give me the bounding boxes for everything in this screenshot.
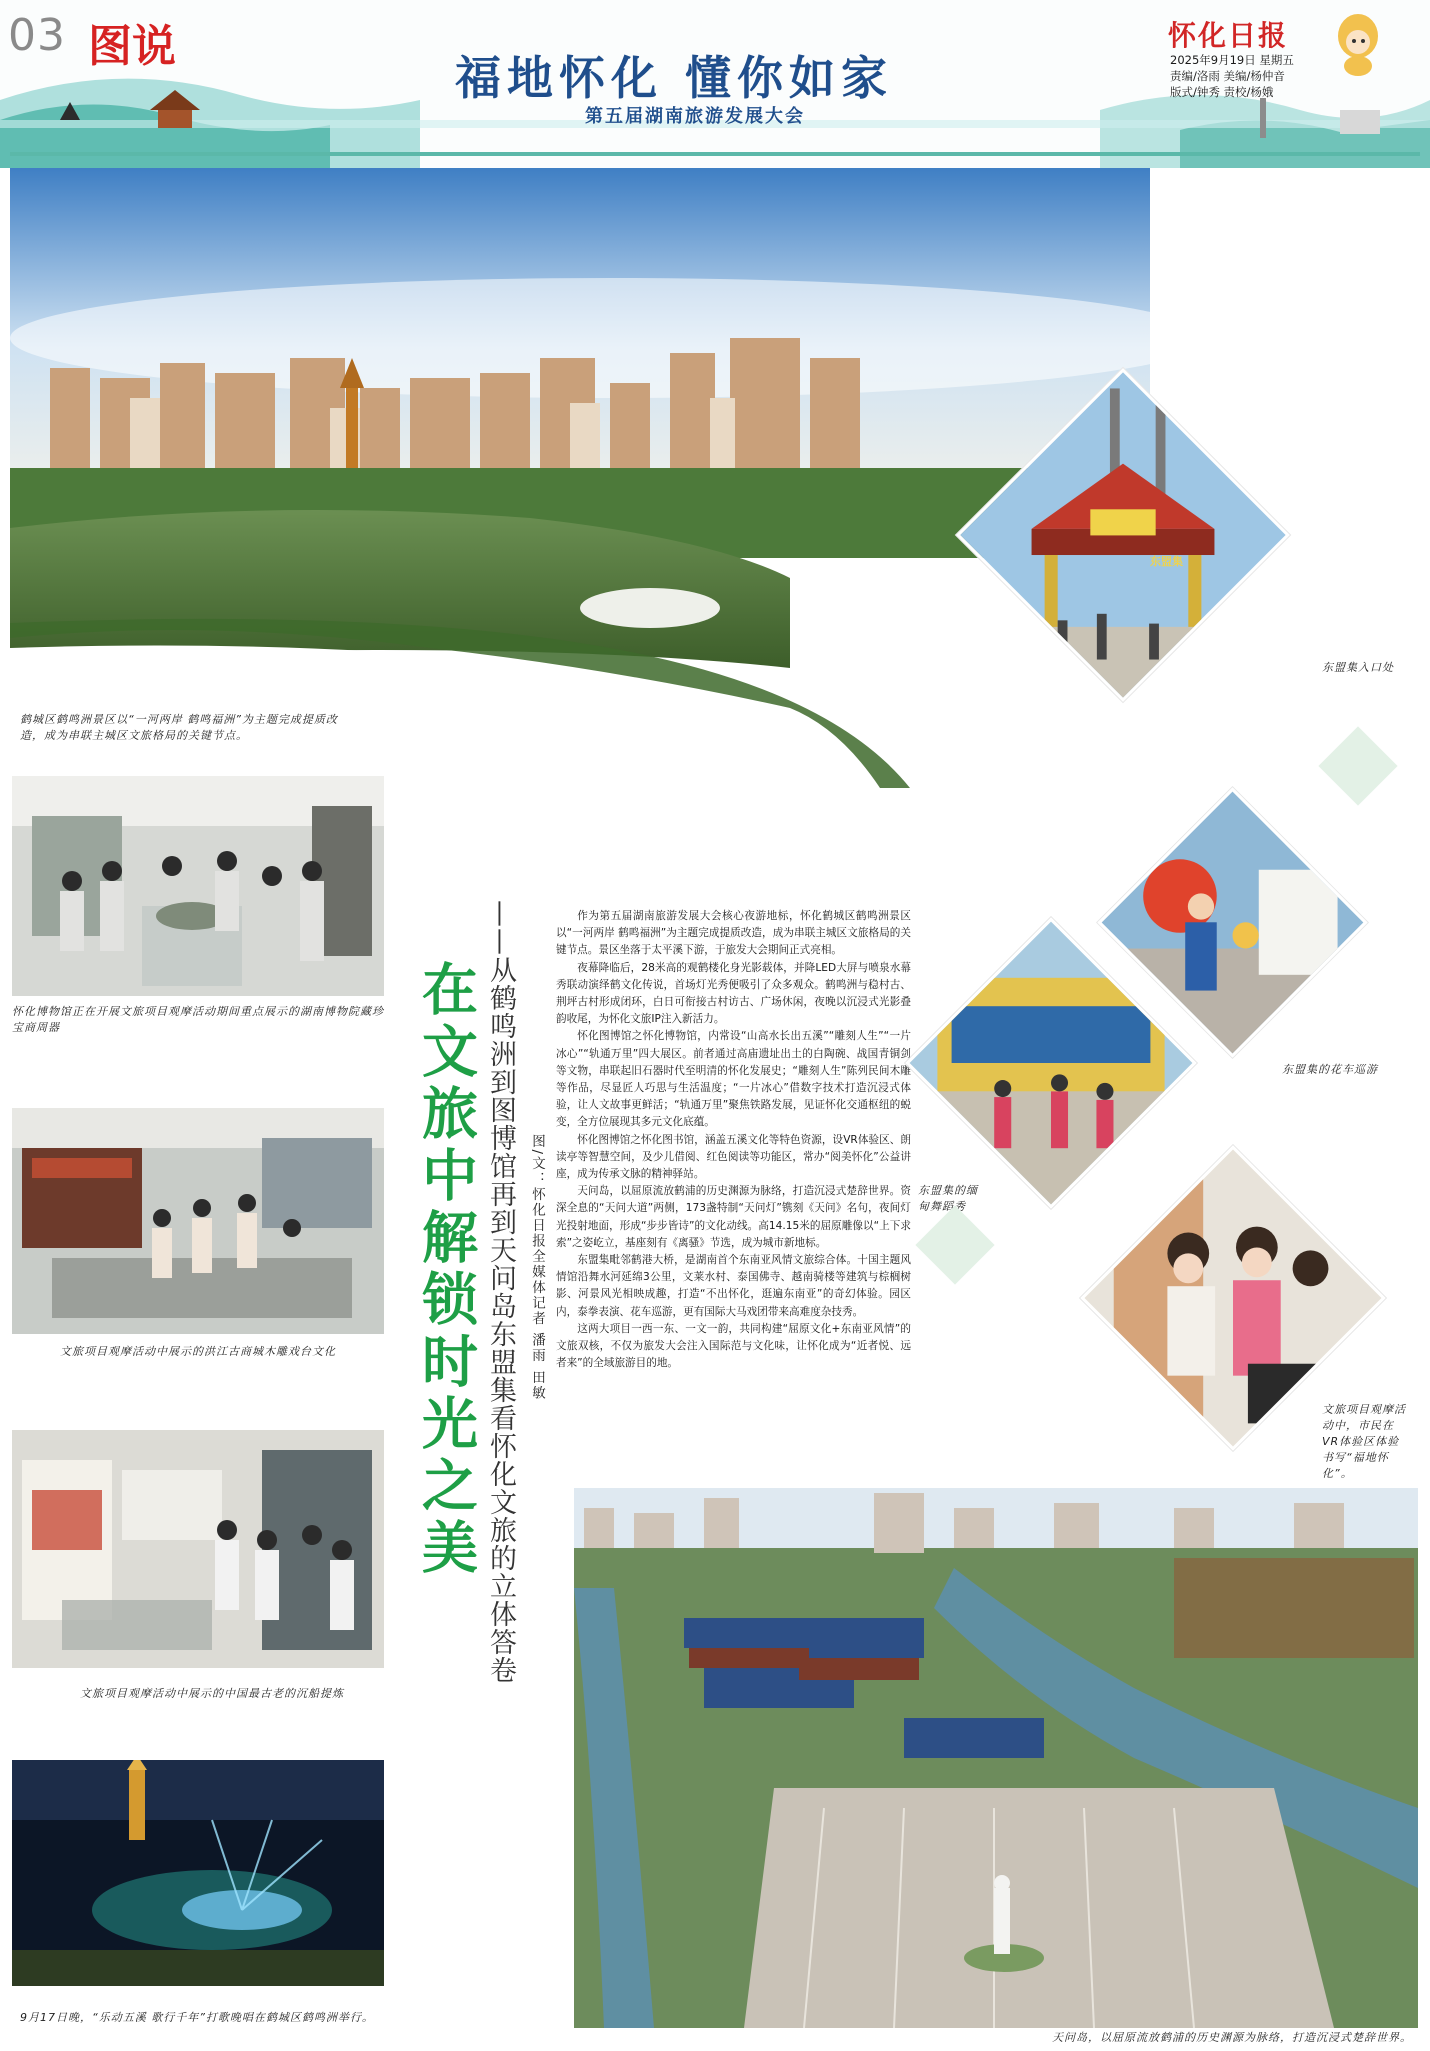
ethnic-dance-caption: 东盟集的缅甸舞蹈秀	[918, 1184, 978, 1213]
issue-date: 2025年9月19日 星期五	[1170, 53, 1294, 67]
museum-exhibit-photo	[12, 776, 384, 996]
article-byline: 图/文：怀化日报全媒体记者 潘雨 田敏	[529, 1134, 545, 1402]
banner-subtitle: 第五届湖南旅游发展大会	[585, 106, 805, 127]
article-paragraph: 这两大项目一西一东、一文一韵，共同构建“屈原文化+东南亚风情”的文旅双核，不仅为旅发大会注入国际范与文化味，让怀化成为“近者悦、远者来”的全域旅游目的地。	[556, 1322, 911, 1370]
article-paragraph: 夜幕降临后，28米高的观鹤楼化身光影载体，并降LED大屏与喷泉水幕秀联动演绎鹤文化传说，首场灯光秀便吸引了众多观众。鹤鸣洲与稳村古、荆坪古村形成闭环，白日可衔接古村访古、广场休闲，夜晚以沉浸式光影叠韵收尾，为怀化文旅IP注入新活力。	[556, 961, 911, 1026]
mascot-icon	[1318, 8, 1398, 78]
article-paragraph: 怀化图博馆之怀化博物馆，内常设“山高水长出五溪”“雕刻人生”“一片冰心”“轨通万里”四大展区。前者通过高庙遗址出土的白陶碗、战国青铜剑等文物，串联起旧石器时代至明清的怀化发展史；“雕刻人生”陈列民间木雕等作品，尽显匠人巧思与生活温度；“一片冰心”借数字技术打造沉浸式体验，让人文故事更鲜活；“轨通万里”聚焦铁路发展，见证怀化交通枢纽的蜕变，全方位展现其多元文化底蕴。	[556, 1030, 911, 1129]
vr-caption: 文旅项目观摩活动中，市民在VR体验区体验书写“福地怀化”。	[1322, 1403, 1406, 1480]
headline-subtitle: ——从鹤鸣洲到图博馆再到天问岛东盟集看怀化文旅的立体答卷	[485, 900, 516, 1684]
article-paragraph: 作为第五届湖南旅游发展大会核心夜游地标，怀化鹤城区鹤鸣洲景区以“一河两岸 鹤鸣福洲”为主题完成提质改造，成为串联主城区文旅格局的关键节点。景区坐落于太平溪下游，于旅发大会期间正式亮相。	[556, 910, 911, 957]
editor-credit-1: 责编/洛雨 美编/杨仲音	[1170, 69, 1285, 83]
tianwen-island-aerial-photo	[574, 1488, 1418, 2028]
parade-caption: 东盟集的花车巡游	[1282, 1063, 1378, 1076]
article-paragraph: 怀化图博馆之怀化图书馆，涵盖五溪文化等特色资源，设VR体验区、朗读亭等智慧空间，及少儿借阅、红色阅读等功能区，常办“阅美怀化”公益讲座，成为传承文脉的精神驿站。	[556, 1133, 911, 1181]
museum2-caption: 文旅项目观摩活动中展示的洪江古商城木雕戏台文化	[60, 1345, 336, 1358]
section-name: 图说	[88, 21, 176, 72]
editor-credit-2: 版式/钟秀 责校/杨娥	[1170, 85, 1274, 99]
page-number: 03	[8, 10, 66, 61]
hero-caption: 鹤城区鹤鸣洲景区以“一河两岸 鹤鸣福洲”为主题完成提质改造，成为串联主城区文旅格局的关键节点。	[20, 713, 338, 742]
tianwen-caption: 天问岛，以屈原流放鹤浦的历史渊源为脉络，打造沉浸式楚辞世界。	[1052, 2031, 1412, 2044]
night-show-photo	[12, 1760, 384, 1986]
decorative-diamond	[1318, 726, 1397, 805]
relic-display-photo	[12, 1430, 384, 1668]
night-show-caption: 9月17日晚，“乐动五溪 歌行千年”打歌晚唱在鹤城区鹤鸣洲举行。	[20, 2011, 374, 2024]
headline-title: 在文旅中解锁时光之美	[413, 960, 478, 1580]
museum1-caption: 怀化博物馆正在开展文旅项目观摩活动期间重点展示的湖南博物院藏珍宝商周器	[12, 1005, 384, 1034]
banner-title: 福地怀化 懂你如家	[455, 51, 894, 105]
article-paragraph: 东盟集毗邻鹤港大桥，是湖南首个东南亚风情文旅综合体。十国主题风情馆沿舞水河延绵3公里，文莱水村、泰国佛寺、越南骑楼等建筑与棕榈树影、河景风光相映成趣，打造“不出怀化，逛遍东南亚”的奇幻体验。园区内，泰拳表演、花车巡游，更有国际大马戏团带来高难度杂技秀。	[556, 1254, 911, 1318]
woodcarving-exhibit-photo	[12, 1108, 384, 1334]
article-paragraph: 天问岛，以屈原流放鹤浦的历史渊源为脉络，打造沉浸式楚辞世界。资深全息的“天问大道”两侧，173盏特制“天问灯”镌刻《天问》名句，夜间灯光投射地面，形成“步步皆诗”的文化动线。高14.15米的屈原雕像以“上下求索”之姿屹立，基座刻有《离骚》节选，成为城市新地标。	[556, 1185, 911, 1249]
newspaper-logo: 怀化日报	[1168, 19, 1289, 52]
museum3-caption: 文旅项目观摩活动中展示的中国最古老的沉船提炼	[80, 1687, 344, 1700]
asean-gate-sign: 东盟集	[1150, 555, 1183, 568]
hero-photo-heming-zhou	[10, 168, 1150, 788]
decorative-diamond	[915, 1205, 994, 1284]
asean-gate-caption: 东盟集入口处	[1322, 661, 1394, 674]
article-body	[556, 908, 911, 1372]
